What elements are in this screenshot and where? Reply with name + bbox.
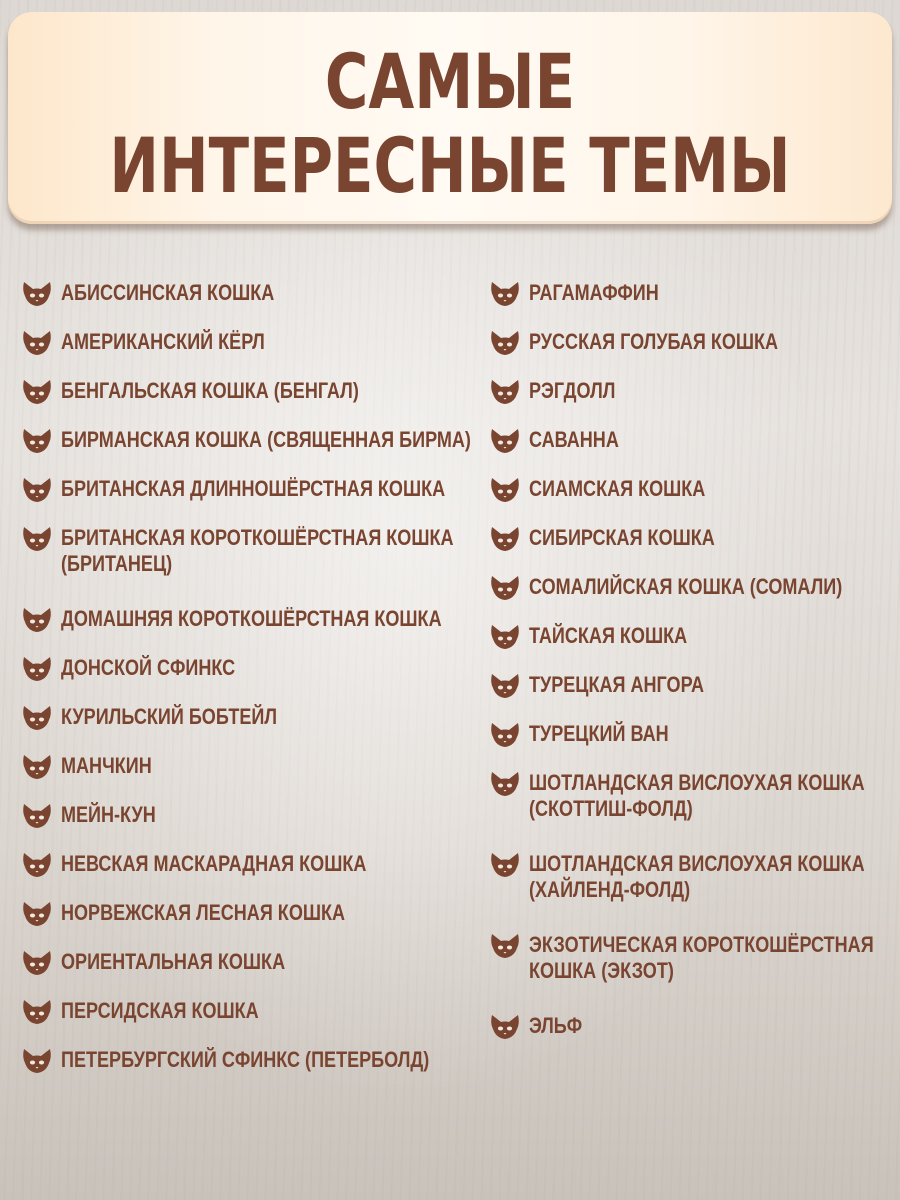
list-item-label: ТУРЕЦКИЙ ВАН [529, 721, 669, 746]
cat-face-icon [490, 477, 520, 503]
cat-face-icon [22, 656, 52, 682]
cat-face-icon [490, 933, 520, 959]
title-line-2: ИНТЕРЕСНЫЕ ТЕМЫ [109, 121, 791, 210]
list-item-label: ДОНСКОЙ СФИНКС [61, 655, 236, 680]
list-item-label: ЭКЗОТИЧЕСКАЯ КОРОТКОШЁРСТНАЯ КОШКА (ЭКЗОТ) [529, 932, 874, 983]
list-item [490, 770, 900, 822]
page-title [0, 37, 900, 210]
list-item-label: АМЕРИКАНСКИЙ КЁРЛ [61, 329, 265, 354]
list-item [490, 525, 900, 552]
cat-face-icon [22, 428, 52, 454]
list-item-label: РАГАМАФФИН [529, 280, 659, 305]
list-item-label: БЕНГАЛЬСКАЯ КОШКА (БЕНГАЛ) [61, 378, 359, 403]
list-item [490, 427, 900, 454]
cat-face-icon [490, 575, 520, 601]
title-line-1: САМЫЕ [324, 37, 576, 126]
cat-face-icon [22, 379, 52, 405]
cat-face-icon [490, 1014, 520, 1040]
list-item [490, 574, 900, 601]
cat-face-icon [22, 901, 52, 927]
list-item-label: СИАМСКАЯ КОШКА [529, 476, 706, 501]
cat-face-icon [22, 999, 52, 1025]
list-item-label: БРИТАНСКАЯ ДЛИННОШЁРСТНАЯ КОШКА [61, 476, 446, 501]
cat-face-icon [490, 771, 520, 797]
list-item [490, 1013, 900, 1040]
cat-face-icon [22, 526, 52, 552]
list-item [490, 932, 900, 984]
list-item-label: МЕЙН-КУН [61, 802, 156, 827]
list-item-label: ОРИЕНТАЛЬНАЯ КОШКА [61, 949, 286, 974]
list-item [490, 280, 900, 307]
list-item-label: РУССКАЯ ГОЛУБАЯ КОШКА [529, 329, 779, 354]
list-item [490, 378, 900, 405]
list-item-label: КУРИЛЬСКИЙ БОБТЕЙЛ [61, 704, 278, 729]
list-item-label: СОМАЛИЙСКАЯ КОШКА (СОМАЛИ) [529, 574, 843, 599]
list-item-label: АБИССИНСКАЯ КОШКА [61, 280, 275, 305]
cat-face-icon [22, 607, 52, 633]
list-item [22, 1047, 601, 1074]
cat-face-icon [22, 705, 52, 731]
list-item [490, 851, 900, 903]
list-item [490, 476, 900, 503]
cat-face-icon [490, 673, 520, 699]
cat-face-icon [490, 428, 520, 454]
list-item-label: БИРМАНСКАЯ КОШКА (СВЯЩЕННАЯ БИРМА) [61, 427, 471, 452]
list-item-label: ТАЙСКАЯ КОШКА [529, 623, 688, 648]
list-item-label: СИБИРСКАЯ КОШКА [529, 525, 715, 550]
list-item [490, 721, 900, 748]
list-item [490, 623, 900, 650]
list-item-label: МАНЧКИН [61, 753, 152, 778]
cat-face-icon [22, 330, 52, 356]
cat-face-icon [490, 722, 520, 748]
cat-face-icon [22, 477, 52, 503]
cat-face-icon [22, 1048, 52, 1074]
list-item-label: ТУРЕЦКАЯ АНГОРА [529, 672, 705, 697]
cat-face-icon [490, 330, 520, 356]
list-item-label: ПЕРСИДСКАЯ КОШКА [61, 998, 259, 1023]
cat-face-icon [490, 281, 520, 307]
list-item [490, 672, 900, 699]
cat-face-icon [22, 803, 52, 829]
list-item-label: НЕВСКАЯ МАСКАРАДНАЯ КОШКА [61, 851, 367, 876]
list-item-label: ШОТЛАНДСКАЯ ВИСЛОУХАЯ КОШКА (ХАЙЛЕНД-ФОЛД) [529, 851, 865, 902]
list-item-label: РЭГДОЛЛ [529, 378, 616, 403]
list-item-label: ШОТЛАНДСКАЯ ВИСЛОУХАЯ КОШКА (СКОТТИШ-ФОЛД) [529, 770, 865, 821]
cat-face-icon [22, 281, 52, 307]
list-item-label: ДОМАШНЯЯ КОРОТКОШЁРСТНАЯ КОШКА [61, 606, 442, 631]
cat-face-icon [490, 852, 520, 878]
list-item-label: БРИТАНСКАЯ КОРОТКОШЁРСТНАЯ КОШКА (БРИТАНЕЦ) [61, 525, 454, 576]
cat-face-icon [22, 754, 52, 780]
cat-face-icon [490, 624, 520, 650]
list-item-label: САВАННА [529, 427, 619, 452]
cat-face-icon [22, 950, 52, 976]
cat-face-icon [490, 379, 520, 405]
cat-face-icon [22, 852, 52, 878]
list-item [490, 329, 900, 356]
list-item [22, 900, 601, 927]
list-item-label: НОРВЕЖСКАЯ ЛЕСНАЯ КОШКА [61, 900, 346, 925]
list-item-label: ПЕТЕРБУРГСКИЙ СФИНКС (ПЕТЕРБОЛД) [61, 1047, 430, 1072]
list-item-label: ЭЛЬФ [529, 1013, 583, 1038]
cat-face-icon [490, 526, 520, 552]
